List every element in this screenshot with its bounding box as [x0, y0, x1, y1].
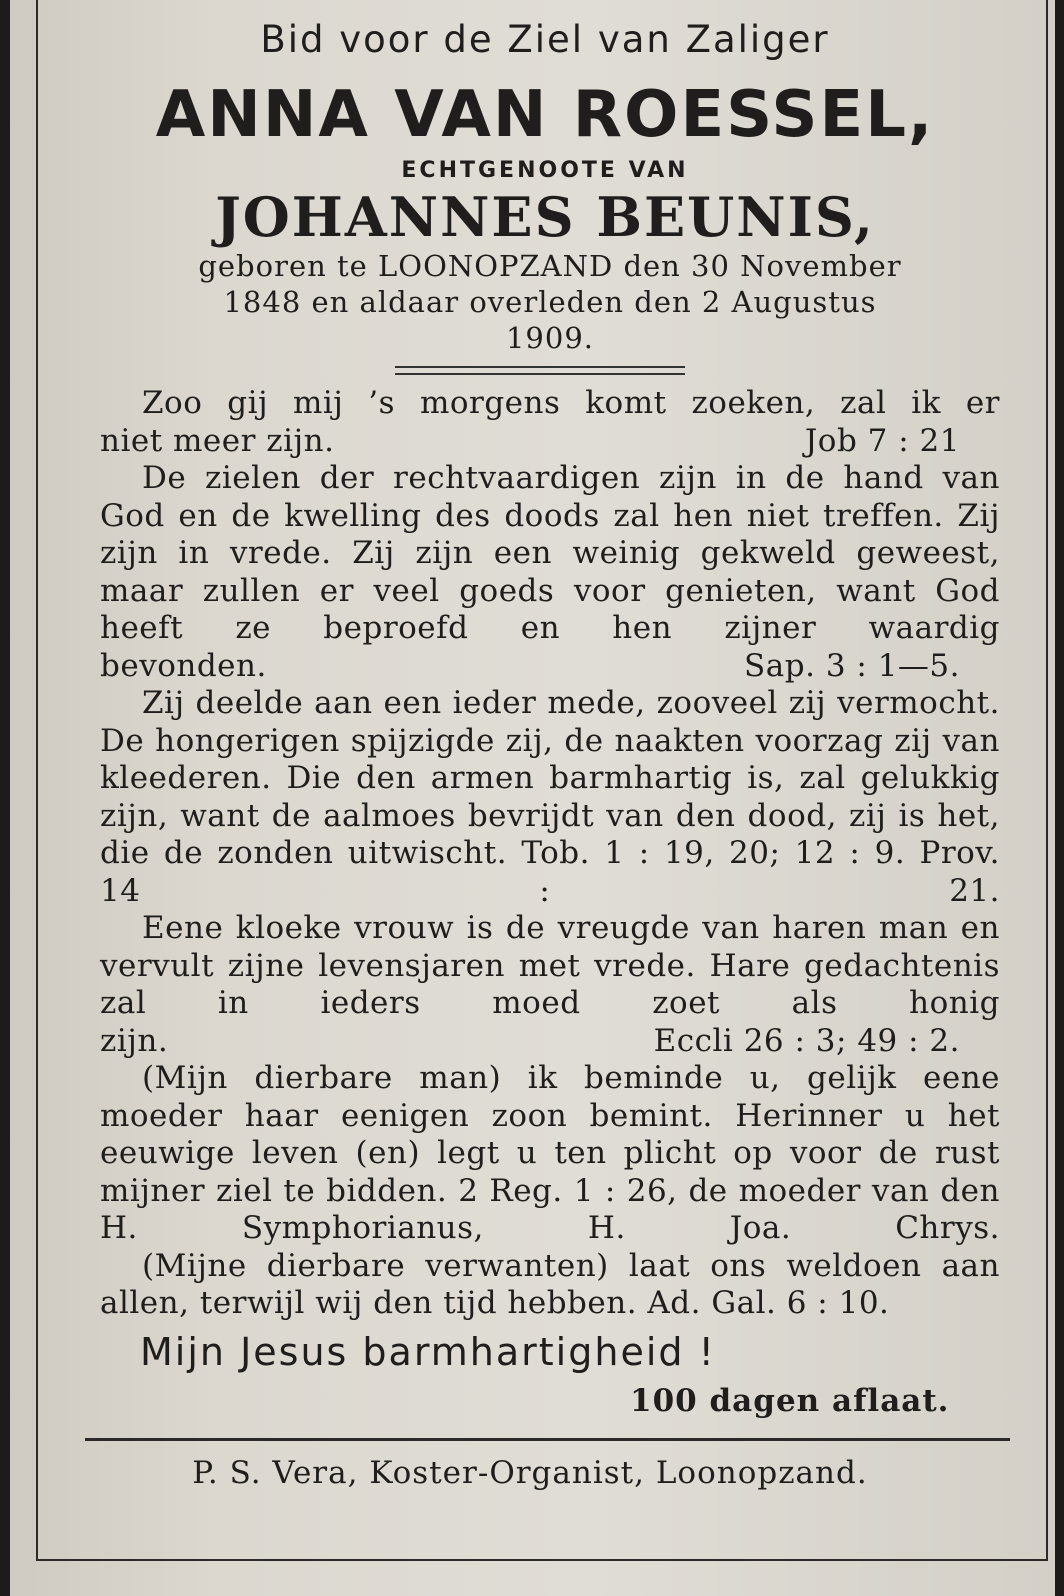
prayer-heading: Bid voor de Ziel van Zaliger	[260, 18, 830, 61]
double-rule-bottom	[395, 373, 685, 375]
verse-1-ending	[100, 423, 1000, 461]
verse-4-reference: Eccli 26 : 3; 49 : 2.	[653, 1022, 960, 1059]
indulgence-note: 100 dagen aflaat.	[630, 1383, 950, 1419]
verse-1-reference: Job 7 : 21	[804, 422, 960, 459]
birth-death-info	[120, 248, 980, 356]
verse-4-ending	[100, 1023, 1000, 1061]
card-content	[50, 0, 1040, 1545]
verse-2-text: De zielen der rechtvaardigen zijn in de hand van God en de kwelling des doods zal hen niet treffen. Zij zijn in vrede. Zij zijn een weinig gekweld geweest, maar zullen er veel goeds voor genieten, want God heeft ze beproefd en hen zijner waardig	[100, 460, 1000, 646]
spouse-name: JOHANNES BEUNIS,	[215, 185, 875, 249]
verse-2-reference: Sap. 3 : 1—5.	[744, 647, 960, 684]
deceased-name: ANNA VAN ROESSEL,	[155, 78, 935, 152]
verse-2-ending	[100, 648, 1000, 686]
birth-line-2: 1848 en aldaar overleden den 2 Augustus	[223, 285, 877, 319]
invocation: Mijn Jesus barmhartigheid !	[140, 1330, 716, 1374]
verse-4-end: zijn.	[100, 1022, 169, 1059]
birth-line-3: 1909.	[505, 321, 595, 355]
double-rule-top	[395, 366, 685, 368]
verse-4-text: Eene kloeke vrouw is de vreugde van haren man en vervult zijne levensjaren met vrede. Hare gedachtenis zal in ieders moed zoet als honig	[100, 910, 1000, 1021]
verse-1-text: Zoo gij mij ’s morgens komt zoeken, zal ik er	[142, 385, 1000, 421]
memorial-card	[10, 0, 1055, 1596]
verse-3-text: Zij deelde aan een ieder mede, zooveel zij vermocht. De hongerigen spijzigde zij, de naakten voorzag zij van kleederen. Die den armen barmhartig is, zal gelukkig zijn, want de aalmoes bevrijdt van den dood, zij is het, die de zonden uitwischt. Tob. 1 : 19, 20; 12 : 9. Prov. 14 : 21.	[100, 685, 1000, 909]
printer-credit: P. S. Vera, Koster-Organist, Loonopzand.	[192, 1455, 868, 1491]
footer-rule	[85, 1438, 1010, 1441]
verse-block	[100, 385, 1000, 1323]
verse-2-end: bevonden.	[100, 647, 267, 684]
verse-1-end: niet meer zijn.	[100, 422, 335, 459]
birth-line-1: geboren te LOONOPZAND den 30 November	[198, 249, 902, 283]
verse-5-text: (Mijn dierbare man) ik beminde u, gelijk eene moeder haar eenigen zoon bemint. Herinner u het eeuwige leven (en) legt u ten plicht op voor de rust mijner ziel te bidden. 2 Reg. 1 : 26, de moeder van den H. Symphorianus, H. Joa. Chrys.	[100, 1060, 1000, 1246]
verse-6-text: (Mijne dierbare verwanten) laat ons weldoen aan allen, terwijl wij den tijd hebben. Ad. Gal. 6 : 10.	[100, 1247, 1000, 1321]
spouse-intro: ECHTGENOOTE VAN	[401, 158, 689, 183]
